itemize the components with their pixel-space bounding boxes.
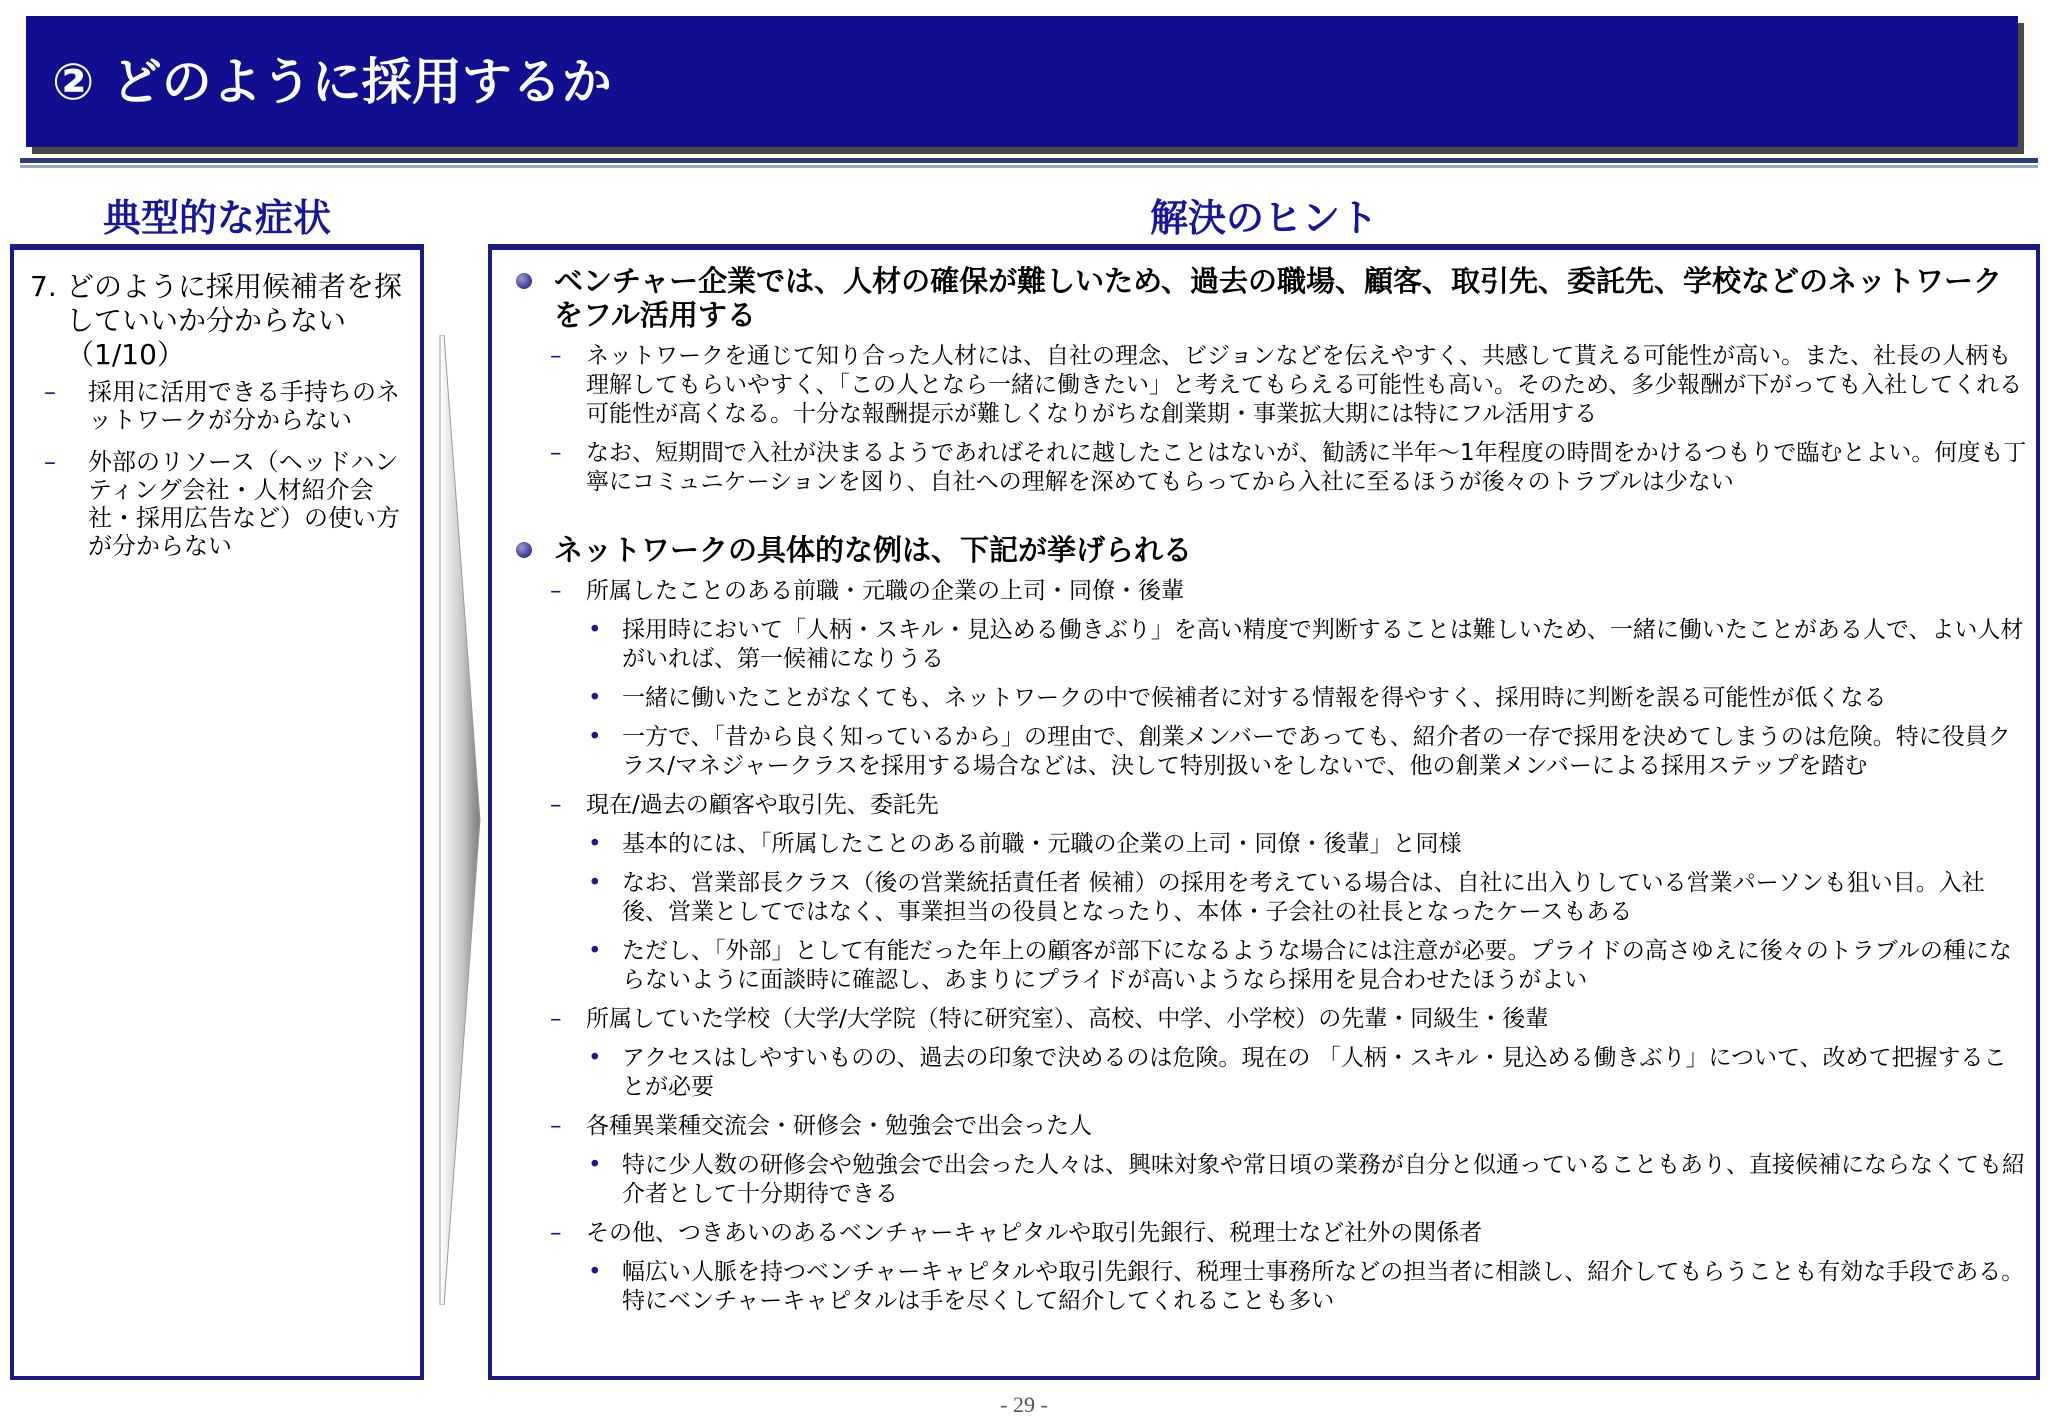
hint-sub-item bbox=[512, 439, 2027, 497]
page-title: ② どのように採用するか bbox=[52, 53, 612, 111]
hint-detail-text: 特に少人数の研修会や勉強会で出会った人々は、興味対象や常日頃の業務が自分と似通っていることもあり、直接候補にならなくても紹介者として十分期待できる bbox=[622, 1152, 2025, 1207]
symptom-item-text: 外部のリソース（ヘッドハンティング会社・人材紹介会社・採用広告など）の使い方が分からない bbox=[88, 448, 400, 560]
dash-bullet-icon: – bbox=[550, 343, 562, 369]
dot-bullet-icon: • bbox=[588, 1152, 602, 1178]
hint-detail-item bbox=[512, 937, 2027, 995]
hint-detail-item bbox=[512, 1258, 2027, 1316]
hint-detail-text: 基本的には、「所属したことのある前職・元職の企業の上司・同僚・後輩」と同様 bbox=[622, 831, 1462, 857]
hint-detail-text: 一方で、「昔から良く知っているから」の理由で、創業メンバーであっても、紹介者の一存で採用を決めてしまうのは危険。特に役員クラス/マネジャークラスを採用する場合などは、決して特別扱いをしないで、他の創業メンバーによる採用ステップを踏む bbox=[622, 724, 2011, 779]
hint-sub-item bbox=[512, 1112, 2027, 1141]
hint-sub-item-text: 所属していた学校（大学/大学院（特に研究室）、高校、中学、小学校）の先輩・同級生・後輩 bbox=[586, 1006, 1549, 1032]
hint-sub-item bbox=[512, 1219, 2027, 1248]
dash-bullet-icon: – bbox=[550, 578, 562, 604]
hints-panel bbox=[488, 246, 2040, 1380]
bullet-disc-icon bbox=[516, 542, 532, 558]
hint-detail-item bbox=[512, 1151, 2027, 1209]
header-bar bbox=[26, 16, 2018, 147]
dot-bullet-icon: • bbox=[588, 724, 602, 750]
hint-sub-item bbox=[512, 791, 2027, 820]
hint-detail-text: なお、営業部長クラス（後の営業統括責任者 候補）の採用を考えている場合は、自社に出入りしている営業パーソンも狙い目。入社後、営業としてではなく、事業担当の役員となったり、本体・子会社の社長となったケースもある bbox=[622, 870, 1985, 925]
dash-bullet-icon: – bbox=[44, 448, 56, 476]
dash-bullet-icon: – bbox=[550, 792, 562, 818]
symptom-number: 7. bbox=[30, 270, 57, 303]
symptom-item bbox=[44, 378, 414, 434]
dot-bullet-icon: • bbox=[588, 685, 602, 711]
symptom-item-text: 採用に活用できる手持ちのネットワークが分からない bbox=[88, 378, 400, 434]
hints-heading: 解決のヒント bbox=[1149, 196, 1378, 240]
symptom-main-text: どのように採用候補者を探していいか分からない（1/10） bbox=[66, 270, 403, 371]
hint-sub-item-text: 所属したことのある前職・元職の企業の上司・同僚・後輩 bbox=[586, 578, 1184, 604]
hint-sub-item-text: ネットワークを通じて知り合った人材には、自社の理念、ビジョンなどを伝えやすく、共感して貰える可能性が高い。また、社長の人柄も理解してもらいやすく、「この人となら一緒に働きたい」と考えてもらえる可能性も高い。そのため、多少報酬が下がっても入社してくれる可能性が高くなる。十分な報酬提示が難しくなりがちな創業期・事業拡大期には特にフル活用する bbox=[586, 343, 2023, 427]
dash-bullet-icon: – bbox=[44, 378, 56, 406]
symptoms-heading: 典型的な症状 bbox=[102, 196, 331, 240]
hints-content bbox=[512, 264, 2027, 1316]
hint-detail-item bbox=[512, 1044, 2027, 1102]
hint-detail-item bbox=[512, 723, 2027, 781]
hint-sub-item-text: なお、短期間で入社が決まるようであればそれに越したことはないが、勧誘に半年～1年程度の時間をかけるつもりで臨むとよい。何度も丁寧にコミュニケーションを図り、自社への理解を深めてもらってから入社に至るほうが後々のトラブルは少ない bbox=[586, 440, 2027, 495]
hint-sub-item-text: 現在/過去の顧客や取引先、委託先 bbox=[586, 792, 939, 818]
dot-bullet-icon: • bbox=[588, 617, 602, 643]
chevron-right-arrow-icon bbox=[430, 335, 486, 1305]
dot-bullet-icon: • bbox=[588, 870, 602, 896]
hint-bullet-text: ベンチャー企業では、人材の確保が難しいため、過去の職場、顧客、取引先、委託先、学校などのネットワークをフル活用する bbox=[554, 264, 2002, 332]
symptom-main bbox=[30, 270, 410, 372]
hint-detail-item bbox=[512, 616, 2027, 674]
hint-detail-item bbox=[512, 869, 2027, 927]
dash-bullet-icon: – bbox=[550, 440, 562, 466]
symptoms-panel bbox=[10, 246, 424, 1380]
symptom-item bbox=[44, 448, 414, 560]
hint-bullet bbox=[512, 264, 2027, 332]
header-divider bbox=[20, 158, 2038, 163]
dash-bullet-icon: – bbox=[550, 1220, 562, 1246]
hint-bullet-text: ネットワークの具体的な例は、下記が挙げられる bbox=[554, 533, 1193, 567]
dot-bullet-icon: • bbox=[588, 1259, 602, 1285]
dash-bullet-icon: – bbox=[550, 1006, 562, 1032]
hint-detail-text: 幅広い人脈を持つベンチャーキャピタルや取引先銀行、税理士事務所などの担当者に相談し、紹介してもらうことも有効な手段である。特にベンチャーキャピタルは手を尽くして紹介してくれることも多い bbox=[622, 1259, 2025, 1314]
header-divider-light bbox=[20, 165, 2038, 168]
hint-detail-item bbox=[512, 830, 2027, 859]
hint-sub-item-text: その他、つきあいのあるベンチャーキャピタルや取引先銀行、税理士など社外の関係者 bbox=[586, 1220, 1483, 1246]
bullet-disc-icon bbox=[516, 273, 532, 289]
hint-detail-text: アクセスはしやすいものの、過去の印象で決めるのは危険。現在の 「人柄・スキル・見込める働きぶり」について、改めて把握することが必要 bbox=[622, 1045, 2007, 1100]
hint-sub-item bbox=[512, 577, 2027, 606]
dot-bullet-icon: • bbox=[588, 831, 602, 857]
hint-detail-text: 一緒に働いたことがなくても、ネットワークの中で候補者に対する情報を得やすく、採用時に判断を誤る可能性が低くなる bbox=[622, 685, 1887, 711]
hint-detail-text: ただし、「外部」として有能だった年上の顧客が部下になるような場合には注意が必要。プライドの高さゆえに後々のトラブルの種にならないように面談時に確認し、あまりにプライドが高いようなら採用を見合わせたほうがよい bbox=[622, 938, 2012, 993]
dash-bullet-icon: – bbox=[550, 1113, 562, 1139]
hint-sub-item-text: 各種異業種交流会・研修会・勉強会で出会った人 bbox=[586, 1113, 1092, 1139]
dot-bullet-icon: • bbox=[588, 1045, 602, 1071]
hint-sub-item bbox=[512, 1005, 2027, 1034]
page-number: - 29 - bbox=[1000, 1392, 1048, 1417]
hint-sub-item bbox=[512, 342, 2027, 429]
dot-bullet-icon: • bbox=[588, 938, 602, 964]
hint-detail-item bbox=[512, 684, 2027, 713]
hint-detail-text: 採用時において「人柄・スキル・見込める働きぶり」を高い精度で判断することは難しいため、一緒に働いたことがある人で、よい人材がいれば、第一候補になりうる bbox=[622, 617, 2024, 672]
hint-bullet bbox=[512, 533, 2027, 567]
